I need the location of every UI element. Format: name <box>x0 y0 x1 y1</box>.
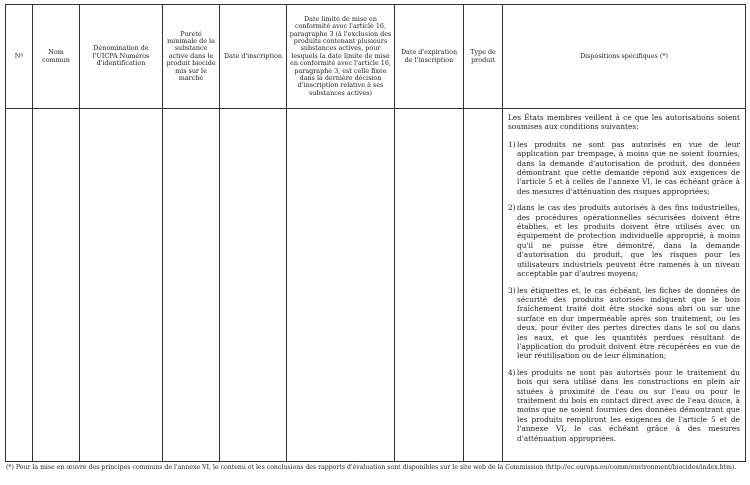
item-number: 1) <box>508 139 516 149</box>
item-number: 4) <box>508 367 516 377</box>
cell-date-limite <box>287 109 395 462</box>
header-purete: Pureté minimale de la substance active dans le produit biocide mis sur le marché <box>163 5 220 109</box>
header-date-inscription: Date d'inscription <box>220 5 287 109</box>
header-date-expiration: Date d'expiration de l'inscription <box>395 5 464 109</box>
cell-nom-commun <box>33 109 80 462</box>
header-type-produit: Type de produit <box>464 5 503 109</box>
item-number: 2) <box>508 203 516 213</box>
cell-date-expiration <box>395 109 464 462</box>
item-number: 3) <box>508 285 516 295</box>
cell-num <box>6 109 33 462</box>
list-item <box>508 203 740 278</box>
header-dispositions: Dispositions spécifiques (*) <box>503 5 746 109</box>
dispositions-intro: Les États membres veillent à ce que les autorisations soient soumises aux conditions suivantes: <box>508 113 740 132</box>
list-item <box>508 140 740 196</box>
header-date-limite: Date limite de mise en conformité avec l'article 16, paragraphe 3 (à l'exclusion des produits contenant plusieurs substances actives, pour lesquels la date limite de mise en conformité avec l'article 16, paragraphe 3, est celle fixée dans la dernière décision d'inscription relative à ses substances actives) <box>287 5 395 109</box>
item-text: les produits ne sont pas autorisés en vue de leur application par trempage, à moins que ne soient fournies, dans la demande d'autorisation de produit, des données démontrant que cette demande répond aux exigences de l'article 5 et à celles de l'annexe VI, le cas échéant grâce à des mesures d'atténuation des risques appropriées; <box>517 139 740 196</box>
cell-denomination <box>80 109 163 462</box>
header-row <box>6 5 746 109</box>
cell-date-inscription <box>220 109 287 462</box>
header-num: Nº <box>6 5 33 109</box>
cell-type-produit <box>464 109 503 462</box>
header-denomination: Dénomination de l'UICPA Numéros d'identification <box>80 5 163 109</box>
cell-dispositions <box>503 109 746 462</box>
footnote: (*) Pour la mise en œuvre des principes communs de l'annexe VI, le contenu et les conclusions des rapports d'évaluation sont disponibles sur le site web de la Commission (http://ec.europa.eu/comm/environment/biocides/index.htm). <box>6 464 737 471</box>
cell-purete <box>163 109 220 462</box>
list-item <box>508 368 740 443</box>
header-nom-commun: Nom commun <box>33 5 80 109</box>
item-text: les produits ne sont pas autorisés pour le traitement du bois qui sera utilisé dans les constructions en plein air situées à proximité de l'eau ou sur l'eau ou pour le traitement du bois en contact direct avec de l'eau douce, à moins que ne soient fournies des données démontrant que les produits rempliront les exigences de l'article 5 et de l'annexe VI, le cas échéant grâce à des mesures d'atténuation appropriées. <box>517 367 740 443</box>
table-row <box>6 109 746 462</box>
substances-table <box>5 4 746 462</box>
list-item <box>508 286 740 361</box>
item-text: dans le cas des produits autorisés à des fins industrielles, des procédures opérationnelles sécurisées doivent être établies, et les produits doivent être utilisés avec un équipement de protection individuelle approprié, à moins qu'il ne puisse être démontré, dans la demande d'autorisation du produit, que les risques pour les utilisateurs industriels peuvent être ramenés à un niveau acceptable par d'autres moyens; <box>517 203 740 279</box>
item-text: les étiquettes et, le cas échéant, les fiches de données de sécurité des produits autorisés indiquent que le bois fraîchement traité doit être stocké sous abri ou sur une surface en dur imperméable après son traitement, ou les deux, pour éviter des pertes directes dans le sol ou dans les eaux, et que les quantités perdues résultant de l'application du produit doivent être récupérées en vue de leur réutilisation ou de leur élimination; <box>517 285 740 361</box>
